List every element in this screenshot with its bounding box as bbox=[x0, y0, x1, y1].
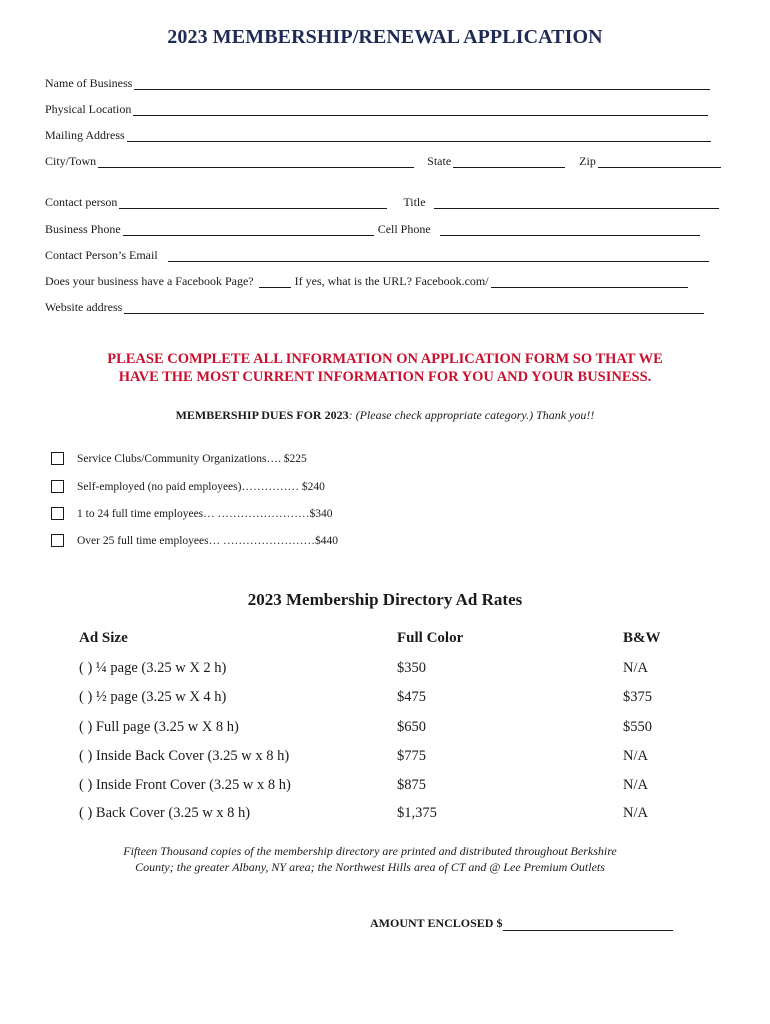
business-phone-label: Business Phone bbox=[45, 222, 121, 236]
category-checkbox[interactable] bbox=[51, 452, 64, 465]
title-label: Title bbox=[403, 195, 426, 209]
contact-email-field[interactable] bbox=[168, 249, 709, 262]
ad-rates-title: 2023 Membership Directory Ad Rates bbox=[247, 590, 523, 609]
ad-size-option[interactable]: ( ) Inside Front Cover (3.25 w x 8 h) bbox=[79, 777, 291, 793]
dues-heading-title: MEMBERSHIP DUES FOR 2023 bbox=[175, 408, 349, 422]
header-bw: B&W bbox=[623, 630, 661, 646]
full-color-price: $475 bbox=[397, 689, 426, 705]
title-field[interactable] bbox=[434, 196, 719, 209]
dues-instruction: : (Please check appropriate category.) Thank you!! bbox=[348, 408, 595, 422]
physical-location-label: Physical Location bbox=[45, 102, 132, 116]
bw-price: N/A bbox=[623, 660, 648, 676]
category-item bbox=[51, 480, 325, 493]
facebook-answer-field[interactable] bbox=[259, 275, 291, 288]
mailing-address-row bbox=[45, 128, 711, 142]
page-title: 2023 MEMBERSHIP/RENEWAL APPLICATION bbox=[167, 26, 603, 48]
full-color-price: $775 bbox=[397, 748, 426, 764]
dues-heading bbox=[0, 408, 770, 423]
header-full-color: Full Color bbox=[397, 630, 464, 646]
city-town-label: City/Town bbox=[45, 154, 97, 168]
facebook-question-label: Does your business have a Facebook Page? bbox=[45, 274, 254, 288]
zip-label: Zip bbox=[579, 154, 596, 168]
physical-location-row bbox=[45, 102, 708, 116]
mailing-address-field[interactable] bbox=[127, 129, 711, 142]
ad-size-option[interactable]: ( ) Full page (3.25 w X 8 h) bbox=[79, 719, 239, 735]
note-line-1: Fifteen Thousand copies of the membership directory are printed and distributed throughout Berkshire bbox=[123, 844, 617, 858]
website-row bbox=[45, 300, 704, 314]
state-label: State bbox=[427, 154, 452, 168]
category-item bbox=[51, 452, 307, 465]
email-row bbox=[45, 248, 709, 262]
full-color-price: $350 bbox=[397, 660, 426, 676]
category-checkbox[interactable] bbox=[51, 534, 64, 547]
cell-phone-field[interactable] bbox=[440, 223, 700, 236]
ad-size-option[interactable]: ( ) Inside Back Cover (3.25 w x 8 h) bbox=[79, 748, 290, 764]
contact-title-row bbox=[45, 195, 719, 209]
contact-email-label: Contact Person’s Email bbox=[45, 248, 158, 262]
facebook-url-label: If yes, what is the URL? Facebook.com/ bbox=[294, 274, 489, 288]
category-checkbox[interactable] bbox=[51, 480, 64, 493]
full-color-price: $650 bbox=[397, 719, 426, 735]
distribution-note bbox=[0, 843, 740, 875]
phone-row bbox=[45, 222, 700, 236]
zip-field[interactable] bbox=[598, 155, 721, 168]
contact-person-label: Contact person bbox=[45, 195, 118, 209]
category-label: Self-employed (no paid employees)…………… $240 bbox=[77, 480, 325, 493]
facebook-url-field[interactable] bbox=[491, 275, 688, 288]
ad-size-option[interactable]: ( ) ¼ page (3.25 w X 2 h) bbox=[79, 660, 227, 676]
bw-price: N/A bbox=[623, 748, 648, 764]
amount-enclosed-row bbox=[370, 916, 673, 931]
full-color-price: $875 bbox=[397, 777, 426, 793]
contact-person-field[interactable] bbox=[119, 196, 387, 209]
category-checkbox[interactable] bbox=[51, 507, 64, 520]
ad-size-option[interactable]: ( ) Back Cover (3.25 w x 8 h) bbox=[79, 805, 251, 821]
mailing-address-label: Mailing Address bbox=[45, 128, 125, 142]
website-field[interactable] bbox=[124, 301, 704, 314]
ad-size-option[interactable]: ( ) ½ page (3.25 w X 4 h) bbox=[79, 689, 227, 705]
city-town-field[interactable] bbox=[98, 155, 414, 168]
full-color-price: $1,375 bbox=[397, 805, 437, 821]
name-of-business-field[interactable] bbox=[134, 77, 710, 90]
business-phone-field[interactable] bbox=[123, 223, 374, 236]
state-field[interactable] bbox=[453, 155, 565, 168]
bw-price: $375 bbox=[623, 689, 652, 705]
category-label: Service Clubs/Community Organizations…. $225 bbox=[77, 452, 307, 465]
bw-price: N/A bbox=[623, 805, 648, 821]
note-line-2: County; the greater Albany, NY area; the Northwest Hills area of CT and @ Lee Premium Outlets bbox=[135, 860, 605, 874]
city-state-zip-row bbox=[45, 154, 721, 168]
completion-notice bbox=[0, 350, 770, 386]
name-of-business-row bbox=[45, 76, 710, 90]
category-label: 1 to 24 full time employees… ……………………$340 bbox=[77, 507, 333, 520]
category-label: Over 25 full time employees… ……………………$440 bbox=[77, 534, 338, 547]
website-label: Website address bbox=[45, 300, 123, 314]
category-item bbox=[51, 507, 333, 520]
category-item bbox=[51, 534, 338, 547]
cell-phone-label: Cell Phone bbox=[377, 222, 431, 236]
bw-price: $550 bbox=[623, 719, 652, 735]
notice-line-2: HAVE THE MOST CURRENT INFORMATION FOR YOU AND YOUR BUSINESS. bbox=[118, 369, 652, 385]
header-ad-size: Ad Size bbox=[79, 630, 128, 646]
notice-line-1: PLEASE COMPLETE ALL INFORMATION ON APPLICATION FORM SO THAT WE bbox=[107, 351, 663, 367]
facebook-row bbox=[45, 274, 688, 288]
bw-price: N/A bbox=[623, 777, 648, 793]
physical-location-field[interactable] bbox=[133, 103, 708, 116]
amount-enclosed-label: AMOUNT ENCLOSED $ bbox=[370, 916, 503, 930]
name-of-business-label: Name of Business bbox=[45, 76, 133, 90]
amount-enclosed-field[interactable] bbox=[503, 918, 673, 931]
